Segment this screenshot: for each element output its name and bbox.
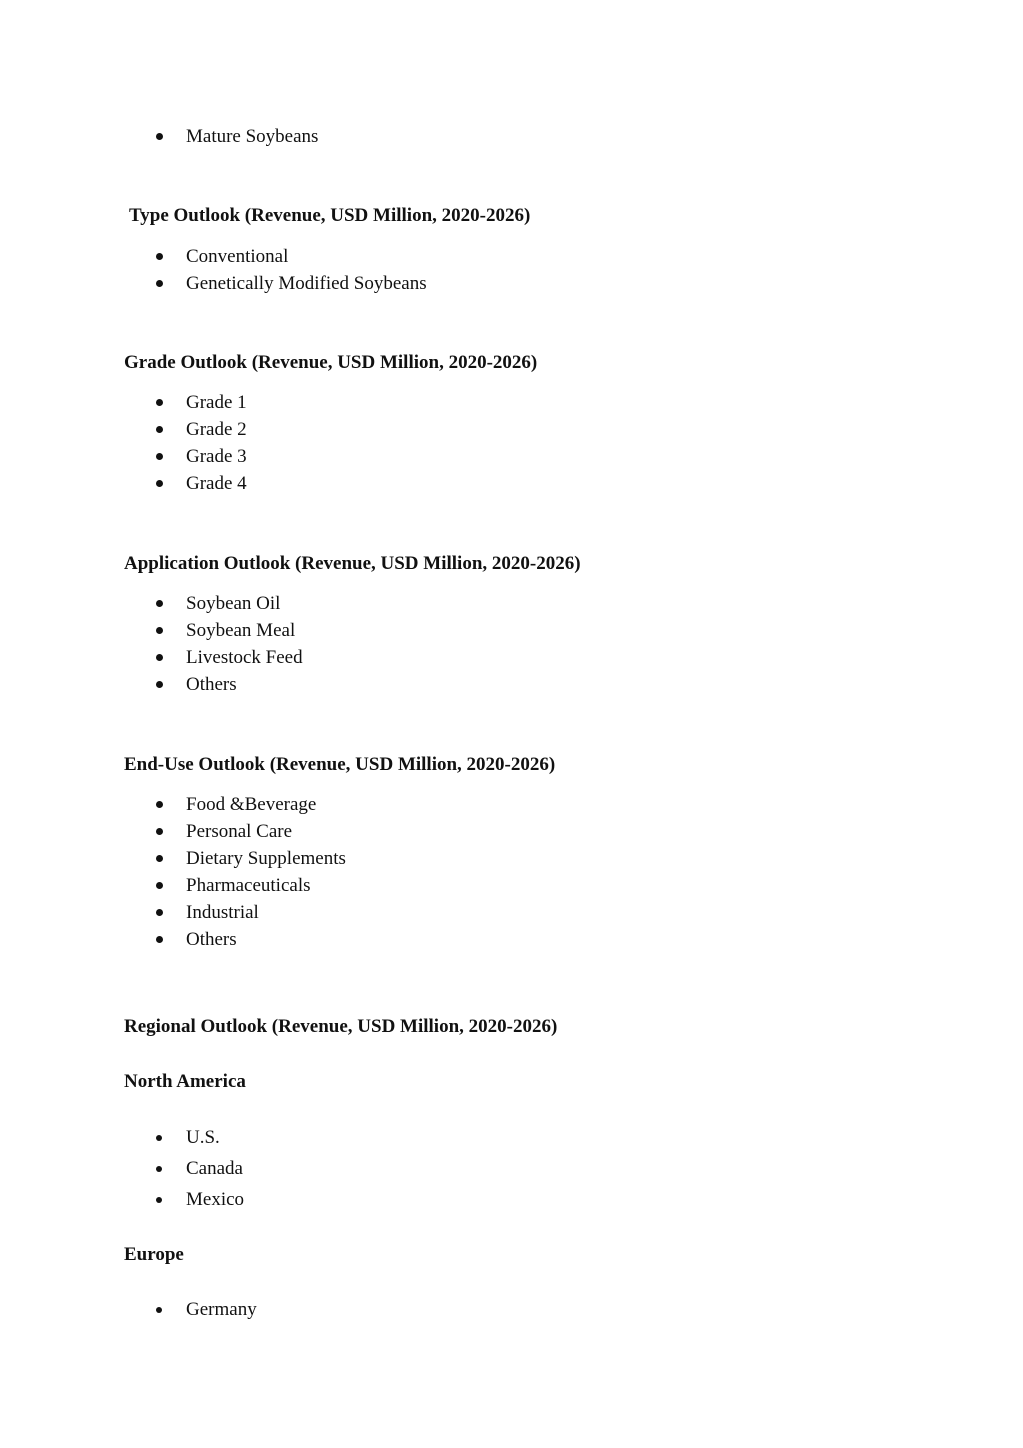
list-item-text: Grade 4	[186, 473, 247, 494]
list-item	[0, 470, 700, 497]
list-item	[0, 791, 700, 818]
bullet-icon	[156, 801, 163, 808]
list-item-text: Mature Soybeans	[186, 126, 319, 147]
bullet-icon	[156, 855, 163, 862]
list-item	[0, 818, 700, 845]
bullet-icon	[156, 133, 163, 140]
list-item-text: Soybean Oil	[186, 593, 281, 614]
list-item	[0, 443, 700, 470]
list-item-text: Dietary Supplements	[186, 848, 346, 869]
list-item-text: Food &Beverage	[186, 794, 317, 815]
list-item	[0, 926, 700, 953]
bullet-icon	[156, 600, 163, 607]
application-outlook-heading: Application Outlook (Revenue, USD Million, 2020-2026)	[124, 553, 581, 574]
bullet-icon	[156, 654, 163, 661]
list-item-text: Personal Care	[186, 821, 293, 842]
bullet-icon	[156, 253, 163, 260]
list-item-text: Mexico	[186, 1189, 245, 1210]
list-item-text: Grade 1	[186, 392, 247, 413]
list-item	[0, 1122, 700, 1153]
list-item	[0, 617, 700, 644]
list-item-text: Livestock Feed	[186, 647, 303, 668]
list-item-text: Grade 3	[186, 446, 247, 467]
bullet-icon	[156, 399, 163, 406]
list-item	[0, 644, 700, 671]
list-item-text: Soybean Meal	[186, 620, 296, 641]
list-item	[0, 416, 700, 443]
list-item	[0, 389, 700, 416]
region-heading-europe: Europe	[124, 1244, 184, 1265]
list-item-text: Others	[186, 929, 237, 950]
list-item	[0, 899, 700, 926]
bullet-icon	[156, 480, 163, 487]
bullet-icon	[156, 882, 163, 889]
continued-list	[0, 123, 700, 150]
bullet-icon	[156, 828, 163, 835]
list-item-text: Grade 2	[186, 419, 247, 440]
bullet-icon	[156, 1307, 162, 1313]
region-heading-north-america: North America	[124, 1071, 246, 1092]
end-use-outlook-list	[0, 791, 700, 953]
bullet-icon	[156, 453, 163, 460]
list-item-text: Germany	[186, 1299, 257, 1320]
bullet-icon	[156, 681, 163, 688]
bullet-icon	[156, 426, 163, 433]
list-item-text: Others	[186, 674, 237, 695]
list-item-text: Conventional	[186, 246, 289, 267]
grade-outlook-list	[0, 389, 700, 497]
bullet-icon	[156, 280, 163, 287]
europe-list	[0, 1294, 700, 1325]
grade-outlook-heading: Grade Outlook (Revenue, USD Million, 2020-2026)	[124, 352, 538, 373]
list-item-text: Genetically Modified Soybeans	[186, 273, 427, 294]
list-item	[0, 845, 700, 872]
list-item	[0, 123, 700, 150]
list-item	[0, 243, 700, 270]
list-item	[0, 1184, 700, 1215]
regional-outlook-heading: Regional Outlook (Revenue, USD Million, 2020-2026)	[124, 1016, 558, 1037]
list-item-text: U.S.	[186, 1127, 220, 1148]
application-outlook-list	[0, 590, 700, 698]
end-use-outlook-heading: End-Use Outlook (Revenue, USD Million, 2020-2026)	[124, 754, 556, 775]
bullet-icon	[156, 627, 163, 634]
bullet-icon	[156, 936, 163, 943]
list-item	[0, 1153, 700, 1184]
list-item	[0, 590, 700, 617]
bullet-icon	[156, 1135, 162, 1141]
north-america-list	[0, 1122, 700, 1215]
list-item	[0, 872, 700, 899]
list-item-text: Industrial	[186, 902, 259, 923]
bullet-icon	[156, 909, 163, 916]
list-item-text: Pharmaceuticals	[186, 875, 311, 896]
type-outlook-heading: Type Outlook (Revenue, USD Million, 2020-2026)	[129, 205, 531, 226]
type-outlook-list	[0, 243, 700, 297]
list-item	[0, 270, 700, 297]
list-item	[0, 671, 700, 698]
list-item-text: Canada	[186, 1158, 243, 1179]
list-item	[0, 1294, 700, 1325]
bullet-icon	[156, 1166, 162, 1172]
bullet-icon	[156, 1197, 162, 1203]
